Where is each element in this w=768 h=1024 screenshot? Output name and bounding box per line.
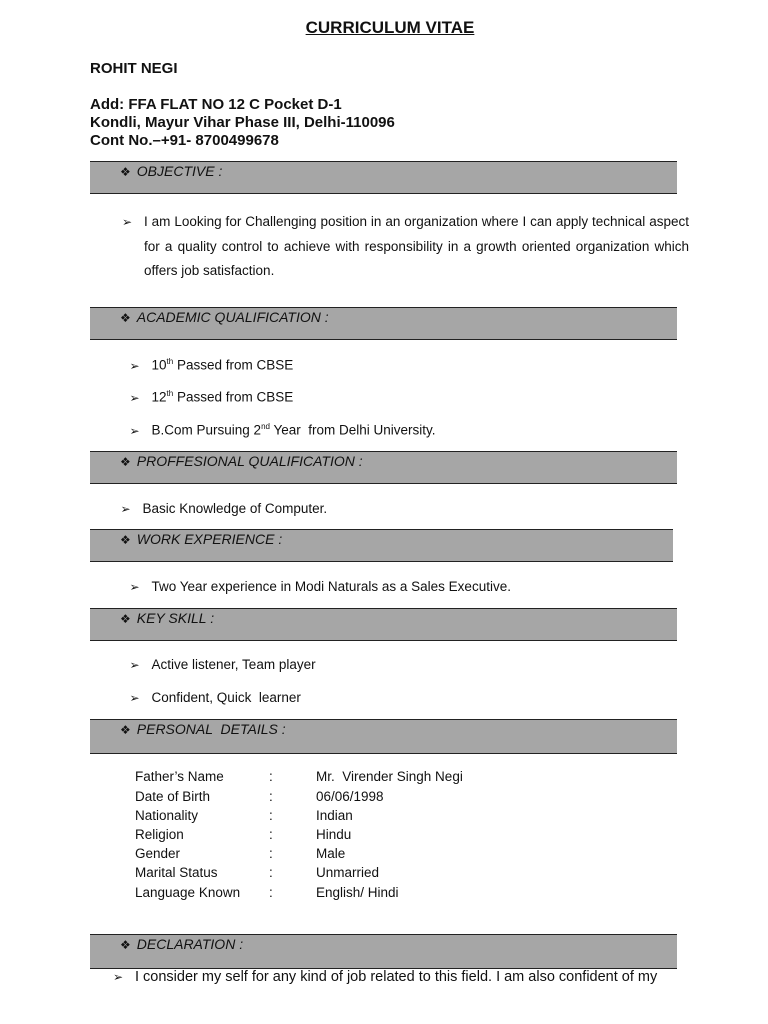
personal-value: Indian xyxy=(316,808,353,823)
diamond-bullet-icon: ❖ xyxy=(120,938,131,952)
section-heading-skills: KEY SKILL : xyxy=(136,610,215,626)
personal-separator: : xyxy=(269,885,273,900)
skill-item: ➢ Confident, Quick learner xyxy=(129,690,301,705)
contact-number: Cont No.–+91- 8700499678 xyxy=(90,132,279,149)
diamond-bullet-icon: ❖ xyxy=(120,533,131,547)
diamond-bullet-icon: ❖ xyxy=(120,311,131,325)
address-line-2: Kondli, Mayur Vihar Phase III, Delhi-110096 xyxy=(90,114,395,131)
declaration-text-line: ➢ I consider my self for any kind of job related to this field. I am also confident of my xyxy=(113,969,658,985)
personal-label: Language Known xyxy=(135,885,241,900)
personal-label: Father’s Name xyxy=(135,769,224,784)
personal-value: Hindu xyxy=(316,827,352,842)
personal-label: Religion xyxy=(135,827,184,842)
personal-separator: : xyxy=(269,846,273,861)
section-bar-work xyxy=(90,529,673,562)
section-bar-objective xyxy=(90,161,677,194)
section-bar-skills xyxy=(90,608,677,641)
personal-label: Gender xyxy=(135,846,181,861)
objective-paragraph xyxy=(122,210,689,284)
diamond-bullet-icon: ❖ xyxy=(120,612,131,626)
personal-label: Date of Birth xyxy=(135,789,211,804)
personal-separator: : xyxy=(269,808,273,823)
personal-separator: : xyxy=(269,865,273,880)
personal-label: Nationality xyxy=(135,808,199,823)
personal-value: English/ Hindi xyxy=(316,885,399,900)
diamond-bullet-icon: ❖ xyxy=(120,455,131,469)
personal-value: Male xyxy=(316,846,346,861)
personal-separator: : xyxy=(269,789,273,804)
personal-value: 06/06/1998 xyxy=(316,789,384,804)
arrow-bullet-icon: ➢ xyxy=(129,423,140,438)
academic-item: ➢ B.Com Pursuing 2nd Year from Delhi University. xyxy=(129,422,436,438)
section-heading-objective: OBJECTIVE : xyxy=(136,163,223,179)
personal-separator: : xyxy=(269,827,273,842)
arrow-bullet-icon: ➢ xyxy=(113,970,124,984)
arrow-bullet-icon: ➢ xyxy=(129,580,140,594)
personal-label: Marital Status xyxy=(135,865,218,880)
personal-separator: : xyxy=(269,769,273,784)
arrow-bullet-icon: ➢ xyxy=(120,502,131,516)
personal-value: Mr. Virender Singh Negi xyxy=(316,769,463,784)
work-item: ➢ Two Year experience in Modi Naturals as a Sales Executive. xyxy=(129,579,511,594)
academic-item: ➢ 10th Passed from CBSE xyxy=(129,357,294,373)
professional-item: ➢ Basic Knowledge of Computer. xyxy=(120,501,328,516)
section-heading-declaration: DECLARATION : xyxy=(136,936,244,952)
address-line-1: Add: FFA FLAT NO 12 C Pocket D-1 xyxy=(90,96,342,113)
diamond-bullet-icon: ❖ xyxy=(120,723,131,737)
section-heading-professional: PROFFESIONAL QUALIFICATION : xyxy=(136,453,363,469)
section-heading-work: WORK EXPERIENCE : xyxy=(136,531,283,547)
arrow-bullet-icon: ➢ xyxy=(129,390,140,405)
diamond-bullet-icon: ❖ xyxy=(120,165,131,179)
section-bar-professional xyxy=(90,451,677,484)
section-heading-academic: ACADEMIC QUALIFICATION : xyxy=(136,309,329,325)
personal-value: Unmarried xyxy=(316,865,380,880)
arrow-bullet-icon: ➢ xyxy=(129,358,140,373)
objective-text: I am Looking for Challenging position in an organization where I can apply technical aspect for a quality control to achieve with responsibility in a growth oriented organization which offers job satisfaction. xyxy=(144,214,689,278)
section-bar-declaration xyxy=(90,934,677,969)
arrow-bullet-icon: ➢ xyxy=(129,658,140,672)
skill-item: ➢ Active listener, Team player xyxy=(129,657,316,672)
document-title: CURRICULUM VITAE xyxy=(305,18,475,37)
section-bar-academic xyxy=(90,307,677,340)
arrow-bullet-icon: ➢ xyxy=(129,691,140,705)
candidate-name: ROHIT NEGI xyxy=(90,60,178,77)
section-heading-personal: PERSONAL DETAILS : xyxy=(136,721,286,737)
section-bar-personal xyxy=(90,719,677,754)
academic-item: ➢ 12th Passed from CBSE xyxy=(129,389,294,405)
arrow-bullet-icon: ➢ xyxy=(122,215,133,229)
